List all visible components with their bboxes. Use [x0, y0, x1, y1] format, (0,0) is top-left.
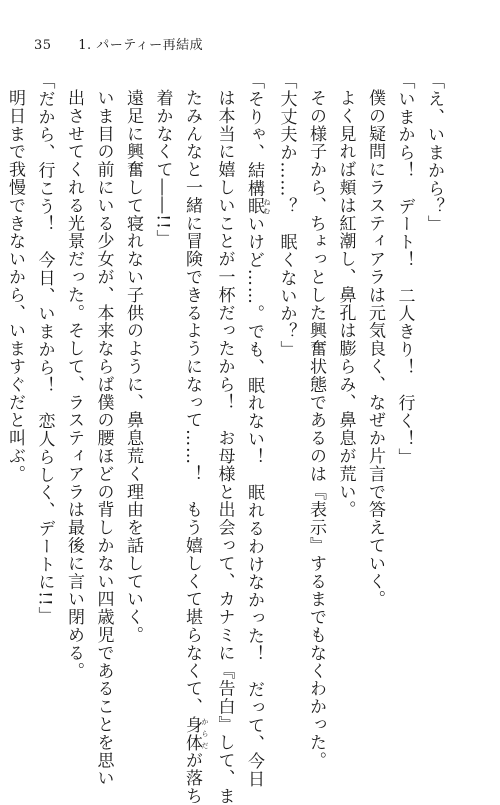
text-line: [147, 72, 177, 678]
text-segment: 着かなくて――!!」: [152, 89, 173, 248]
text-line: [239, 72, 272, 789]
text-segment: 僕の疑問にラスティアラは元気良く、なぜか片言で答えていく。: [365, 89, 385, 609]
text-line: [88, 72, 118, 788]
text-line: [59, 72, 89, 678]
text-line: [389, 72, 419, 678]
text-segment: 「え、いまから？」: [424, 72, 444, 234]
ruby-base: 眠: [244, 197, 264, 216]
ruby-base: 身体: [182, 715, 202, 752]
text-line: [419, 72, 449, 678]
text-line: [177, 72, 210, 805]
text-line: [118, 72, 148, 678]
text-line: [0, 72, 29, 678]
text-line: [271, 72, 301, 678]
text-segment: 遠足に興奮して寝れない子供のように、鼻息荒く理由を話していく。: [123, 89, 143, 644]
text-segment: その様子から、ちょっとした興奮状態であるのは『表示』するまでもなくわかった。: [306, 89, 326, 770]
text-segment: いま目の前にいる少女が、本来ならば僕の腰ほどの背しかない四歳児であることを思い: [93, 89, 114, 788]
text-segment: が落ち: [182, 751, 202, 805]
ruby-reading: からだ: [201, 715, 209, 752]
text-line: [360, 72, 390, 678]
text-segment: よく見れば頬は紅潮し、鼻孔は膨らみ、鼻息が荒い。: [335, 89, 356, 519]
ruby-word: [244, 197, 271, 216]
text-segment: 明日まで我慢できないから、いますぐだと叫ぶ。: [5, 89, 25, 483]
page-number: 35: [34, 38, 52, 53]
text-segment: 「大丈夫か……？ 眠くないか？」: [276, 72, 297, 359]
ruby-reading: ねむ: [263, 197, 271, 216]
text-segment: 「そりゃ、結構: [244, 72, 264, 198]
ruby-word: [182, 715, 209, 752]
text-line: [209, 72, 239, 805]
text-segment: 出させてくれる光景だった。そして、ラスティアラは最後に言い閉める。: [64, 89, 84, 680]
chapter-title: 1. パーティー再結成: [78, 38, 204, 53]
text-segment: 「だから、行こう！ 今日、いまから！ 恋人らしく、デートに!!」: [34, 72, 55, 625]
text-line: [330, 72, 360, 678]
text-segment: 「いまから！ デート！ 二人きり！ 行く！」: [394, 72, 415, 466]
text-segment: は本当に嬉しいことが一杯だったから！ お母様と出会って、カナミに『告白』して、ま: [214, 89, 235, 805]
vertical-text-body: [5, 72, 448, 805]
text-line: [301, 72, 331, 770]
text-segment: いけど……。でも、眠れない！ 眠れるわけなかった！ だって、今日: [244, 215, 264, 789]
text-segment: たみんなと一緒に冒険できるようになって……！ もう嬉しくて堪らなくて、: [182, 89, 202, 716]
page-header: [34, 34, 203, 53]
text-line: [29, 72, 59, 678]
